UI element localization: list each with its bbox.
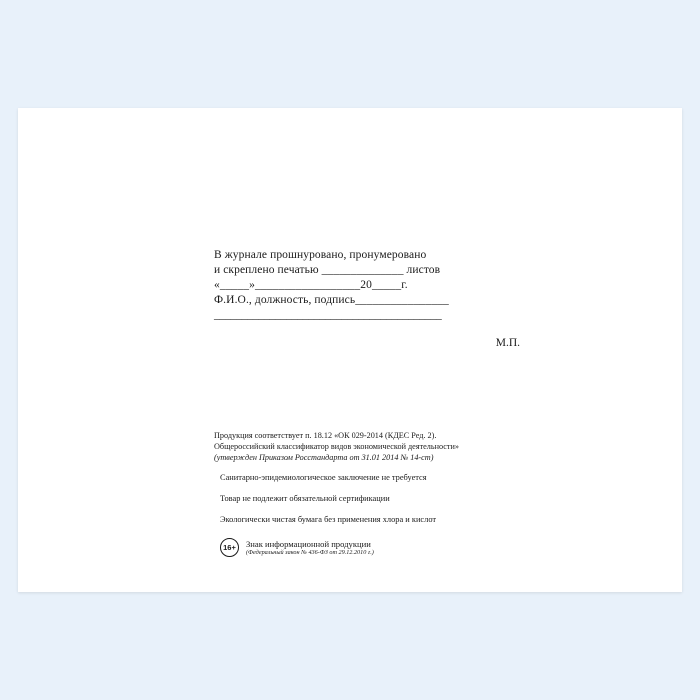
age-mark-title: Знак информационной продукции	[246, 538, 371, 549]
footer-block	[214, 430, 544, 557]
document-page	[18, 108, 682, 592]
classifier-line-2: Общероссийский классификатор видов экономической деятельности»	[214, 442, 459, 451]
classifier-line-1: Продукция соответствует п. 18.12 «ОК 029-2014 (КДЕС Ред. 2).	[214, 431, 437, 440]
certification-line-4: Ф.И.О., должность, подпись________________	[214, 294, 449, 306]
classifier-approval-line: (утвержден Приказом Росстандарта от 31.01 2014 № 14-ст)	[214, 453, 434, 462]
age-mark-text	[246, 539, 374, 557]
statement-sanitary: Санитарно-эпидемиологическое заключение не требуется	[220, 473, 427, 482]
certification-line-2: и скреплено печатью ______________ листов	[214, 264, 441, 276]
age-mark-subtitle: (Федеральный закон № 436-ФЗ от 29.12.2010 г.)	[246, 548, 374, 556]
age-rating-icon: 16+	[220, 538, 239, 557]
certification-line-3: «_____»__________________20_____г.	[214, 279, 408, 291]
certification-line-1: В журнале прошнуровано, пронумеровано	[214, 249, 427, 261]
age-mark-row	[214, 538, 544, 557]
statement-certification: Товар не подлежит обязательной сертификации	[220, 494, 390, 503]
certification-line-5: _________________________________________	[214, 309, 442, 321]
seal-label: М.П.	[495, 337, 520, 349]
statement-ecology: Экологически чистая бумага без применения хлора и кислот	[220, 515, 437, 524]
certification-block	[214, 248, 534, 349]
